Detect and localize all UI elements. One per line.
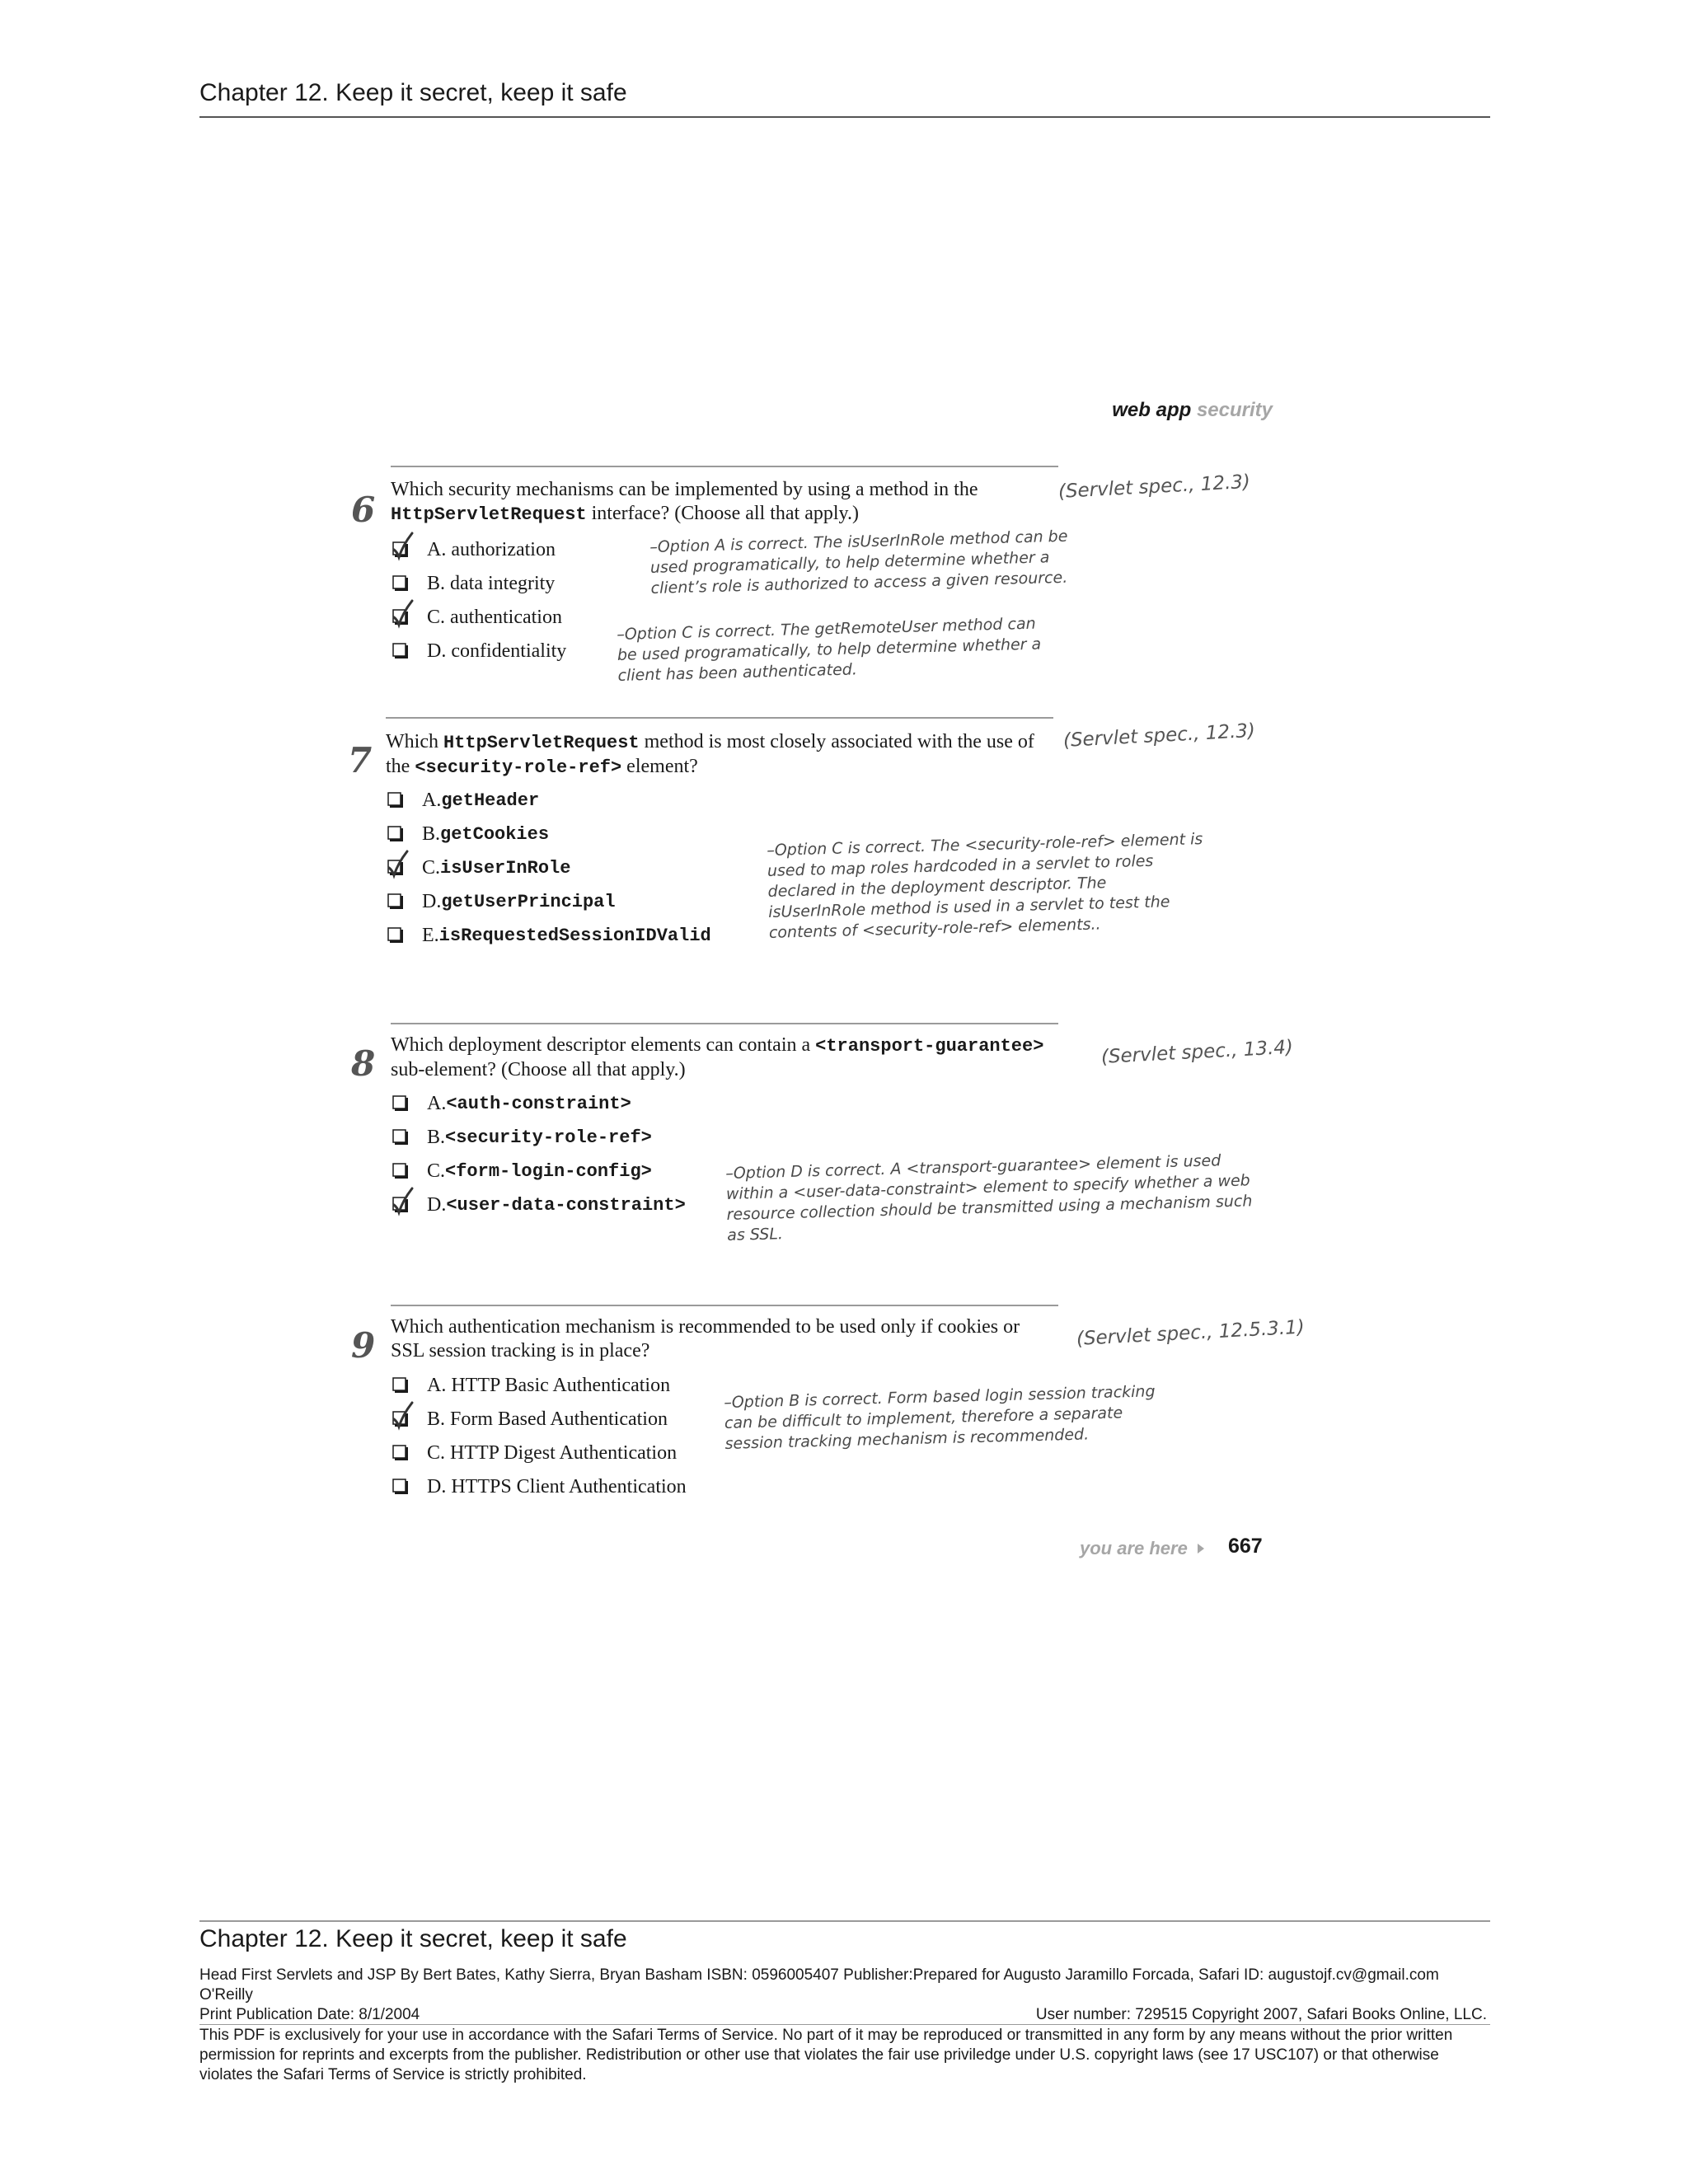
question-number: 6 <box>351 490 376 530</box>
checkbox-icon[interactable] <box>392 1197 417 1215</box>
checkbox-icon[interactable] <box>392 575 417 593</box>
chapter-title: Chapter 12. Keep it secret, keep it safe <box>199 79 627 106</box>
checkbox-icon[interactable] <box>392 1377 417 1395</box>
option-a[interactable]: A. authorization <box>392 539 556 561</box>
option-c[interactable]: C. HTTP Digest Authentication <box>392 1442 677 1465</box>
question-number: 8 <box>351 1043 376 1084</box>
footer-user-line: User number: 729515 Copyright 2007, Safari Books Online, LLC. <box>1035 2006 1487 2023</box>
checkbox-icon[interactable] <box>392 1095 417 1113</box>
empty-box-icon <box>387 926 412 947</box>
option-a[interactable]: A. getHeader <box>387 790 539 812</box>
question-rule <box>391 466 1058 467</box>
option-c[interactable]: C. <form-login-config> <box>392 1160 652 1183</box>
empty-box-icon <box>392 641 417 663</box>
option-d[interactable]: D. <user-data-constraint> <box>392 1194 686 1216</box>
page-number: 667 <box>1228 1535 1263 1558</box>
question-text: Which HttpServletRequest method is most closely associated with the use of the <security-role-ref> element? <box>386 731 1034 778</box>
checkbox-icon[interactable] <box>392 1445 417 1463</box>
spec-reference: (Servlet spec., 12.3) <box>1057 471 1251 503</box>
question-text: Which deployment descriptor elements can contain a <transport-guarantee> sub-element? (Choose all that apply.) <box>391 1034 1044 1080</box>
empty-box-icon <box>387 892 412 913</box>
option-d[interactable]: D. HTTPS Client Authentication <box>392 1476 687 1498</box>
empty-box-icon <box>392 1477 417 1498</box>
option-a[interactable]: A. <auth-constraint> <box>392 1093 631 1115</box>
question-text: Which authentication mechanism is recommended to be used only if cookies or SSL session tracking is in place? <box>391 1316 1020 1361</box>
checkbox-icon[interactable] <box>392 1479 417 1497</box>
footer-rule <box>199 1920 1490 1922</box>
spec-reference: (Servlet spec., 13.4) <box>1100 1036 1294 1068</box>
checked-box-icon <box>392 607 417 629</box>
empty-box-icon <box>387 790 412 812</box>
empty-box-icon <box>392 1094 417 1115</box>
footer-legal-rule <box>199 2024 1490 2025</box>
you-are-here <box>1080 1538 1229 1559</box>
empty-box-icon <box>392 1127 417 1149</box>
spec-reference: (Servlet spec., 12.5.3.1) <box>1076 1316 1306 1350</box>
you-are-here-label: you are here <box>1080 1538 1188 1558</box>
empty-box-icon <box>387 824 412 846</box>
spec-reference: (Servlet spec., 12.3) <box>1062 719 1256 752</box>
answer-note: –Option B is correct. Form based login session tracking can be difficult to implement, therefore a separate session tracking mechanism is recommended. <box>724 1382 1156 1453</box>
checkbox-icon[interactable] <box>387 826 412 844</box>
checkbox-icon[interactable] <box>392 1163 417 1181</box>
arrow-right-icon <box>1198 1544 1204 1554</box>
question-text: Which security mechanisms can be implemented by using a method in the HttpServletRequest interface? (Choose all that apply.) <box>391 479 978 525</box>
option-a[interactable]: A. HTTP Basic Authentication <box>392 1375 670 1397</box>
footer-pub-date: Print Publication Date: 8/1/2004 <box>199 2006 420 2023</box>
checked-box-icon <box>392 540 417 561</box>
empty-box-icon <box>392 1376 417 1397</box>
answer-note: –Option C is correct. The <security-role-ref> element is used to map roles hardcoded in a servlet to roles declared in the deployment descriptor. The isUserInRole method is used in a servlet to test the contents of <security-role-ref> elements.. <box>767 830 1203 942</box>
answer-note: –Option C is correct. The getRemoteUser method can be used programatically, to help determine whether a client has been authenticated. <box>617 614 1042 685</box>
checkbox-icon[interactable] <box>387 792 412 810</box>
option-b[interactable]: B. Form Based Authentication <box>392 1408 668 1431</box>
footer-legal: This PDF is exclusively for your use in accordance with the Safari Terms of Service. No part of it may be reproduced or transmitted in any form by any means without the prior written permission for reprints and excerpts from the publisher. Redistribution or other use that violates the fair use priviledge under U.S. copyright laws (see 17 USC107) or that otherwise violates the Safari Terms of Service is strictly prohibited. <box>199 2027 1453 2083</box>
header-rule <box>199 116 1490 118</box>
checked-box-icon <box>392 1409 417 1431</box>
option-b[interactable]: B. data integrity <box>392 573 555 595</box>
checked-box-icon <box>392 1195 417 1216</box>
checkbox-icon[interactable] <box>387 893 412 912</box>
footer-chapter-title: Chapter 12. Keep it secret, keep it safe <box>199 1925 627 1952</box>
answer-note: –Option A is correct. The isUserInRole method can be used programatically, to help determine whether a client’s role is authorized to access a given resource. <box>649 527 1068 598</box>
option-c[interactable]: C. authentication <box>392 607 562 629</box>
option-c[interactable]: C. isUserInRole <box>387 857 570 879</box>
empty-box-icon <box>392 1443 417 1465</box>
checkbox-icon[interactable] <box>387 927 412 945</box>
checkbox-icon[interactable] <box>392 541 417 560</box>
question-number: 9 <box>351 1325 376 1366</box>
checked-box-icon <box>387 858 412 879</box>
question-rule <box>391 1023 1058 1024</box>
empty-box-icon <box>392 574 417 595</box>
question-number: 7 <box>348 740 373 780</box>
checkbox-icon[interactable] <box>392 643 417 661</box>
footer-publisher: O'Reilly <box>199 1986 253 2004</box>
question-rule <box>386 717 1053 719</box>
option-b[interactable]: B. <security-role-ref> <box>392 1127 652 1149</box>
option-d[interactable]: D. confidentiality <box>392 640 566 663</box>
option-e[interactable]: E. isRequestedSessionIDValid <box>387 925 711 947</box>
section-tag <box>1112 399 1273 422</box>
checkbox-icon[interactable] <box>392 1129 417 1147</box>
footer-book-line: Head First Servlets and JSP By Bert Bates, Kathy Sierra, Bryan Basham ISBN: 0596005407 Publisher:Prepared for Augusto Jaramillo Forcada, Safari ID: augustojf.cv@gmail.com <box>199 1966 1439 1984</box>
question-rule <box>391 1305 1058 1306</box>
option-b[interactable]: B. getCookies <box>387 823 549 846</box>
section-tag-secondary: security <box>1196 399 1273 421</box>
empty-box-icon <box>392 1161 417 1183</box>
checkbox-icon[interactable] <box>387 860 412 878</box>
section-tag-primary: web app <box>1112 399 1192 421</box>
answer-note: –Option D is correct. A <transport-guarantee> element is used within a <user-data-constraint> element to specify whether a web resource collection should be transmitted using a mechanism such as SSL. <box>725 1151 1253 1244</box>
checkbox-icon[interactable] <box>392 1411 417 1429</box>
checkbox-icon[interactable] <box>392 609 417 627</box>
option-d[interactable]: D. getUserPrincipal <box>387 891 616 913</box>
